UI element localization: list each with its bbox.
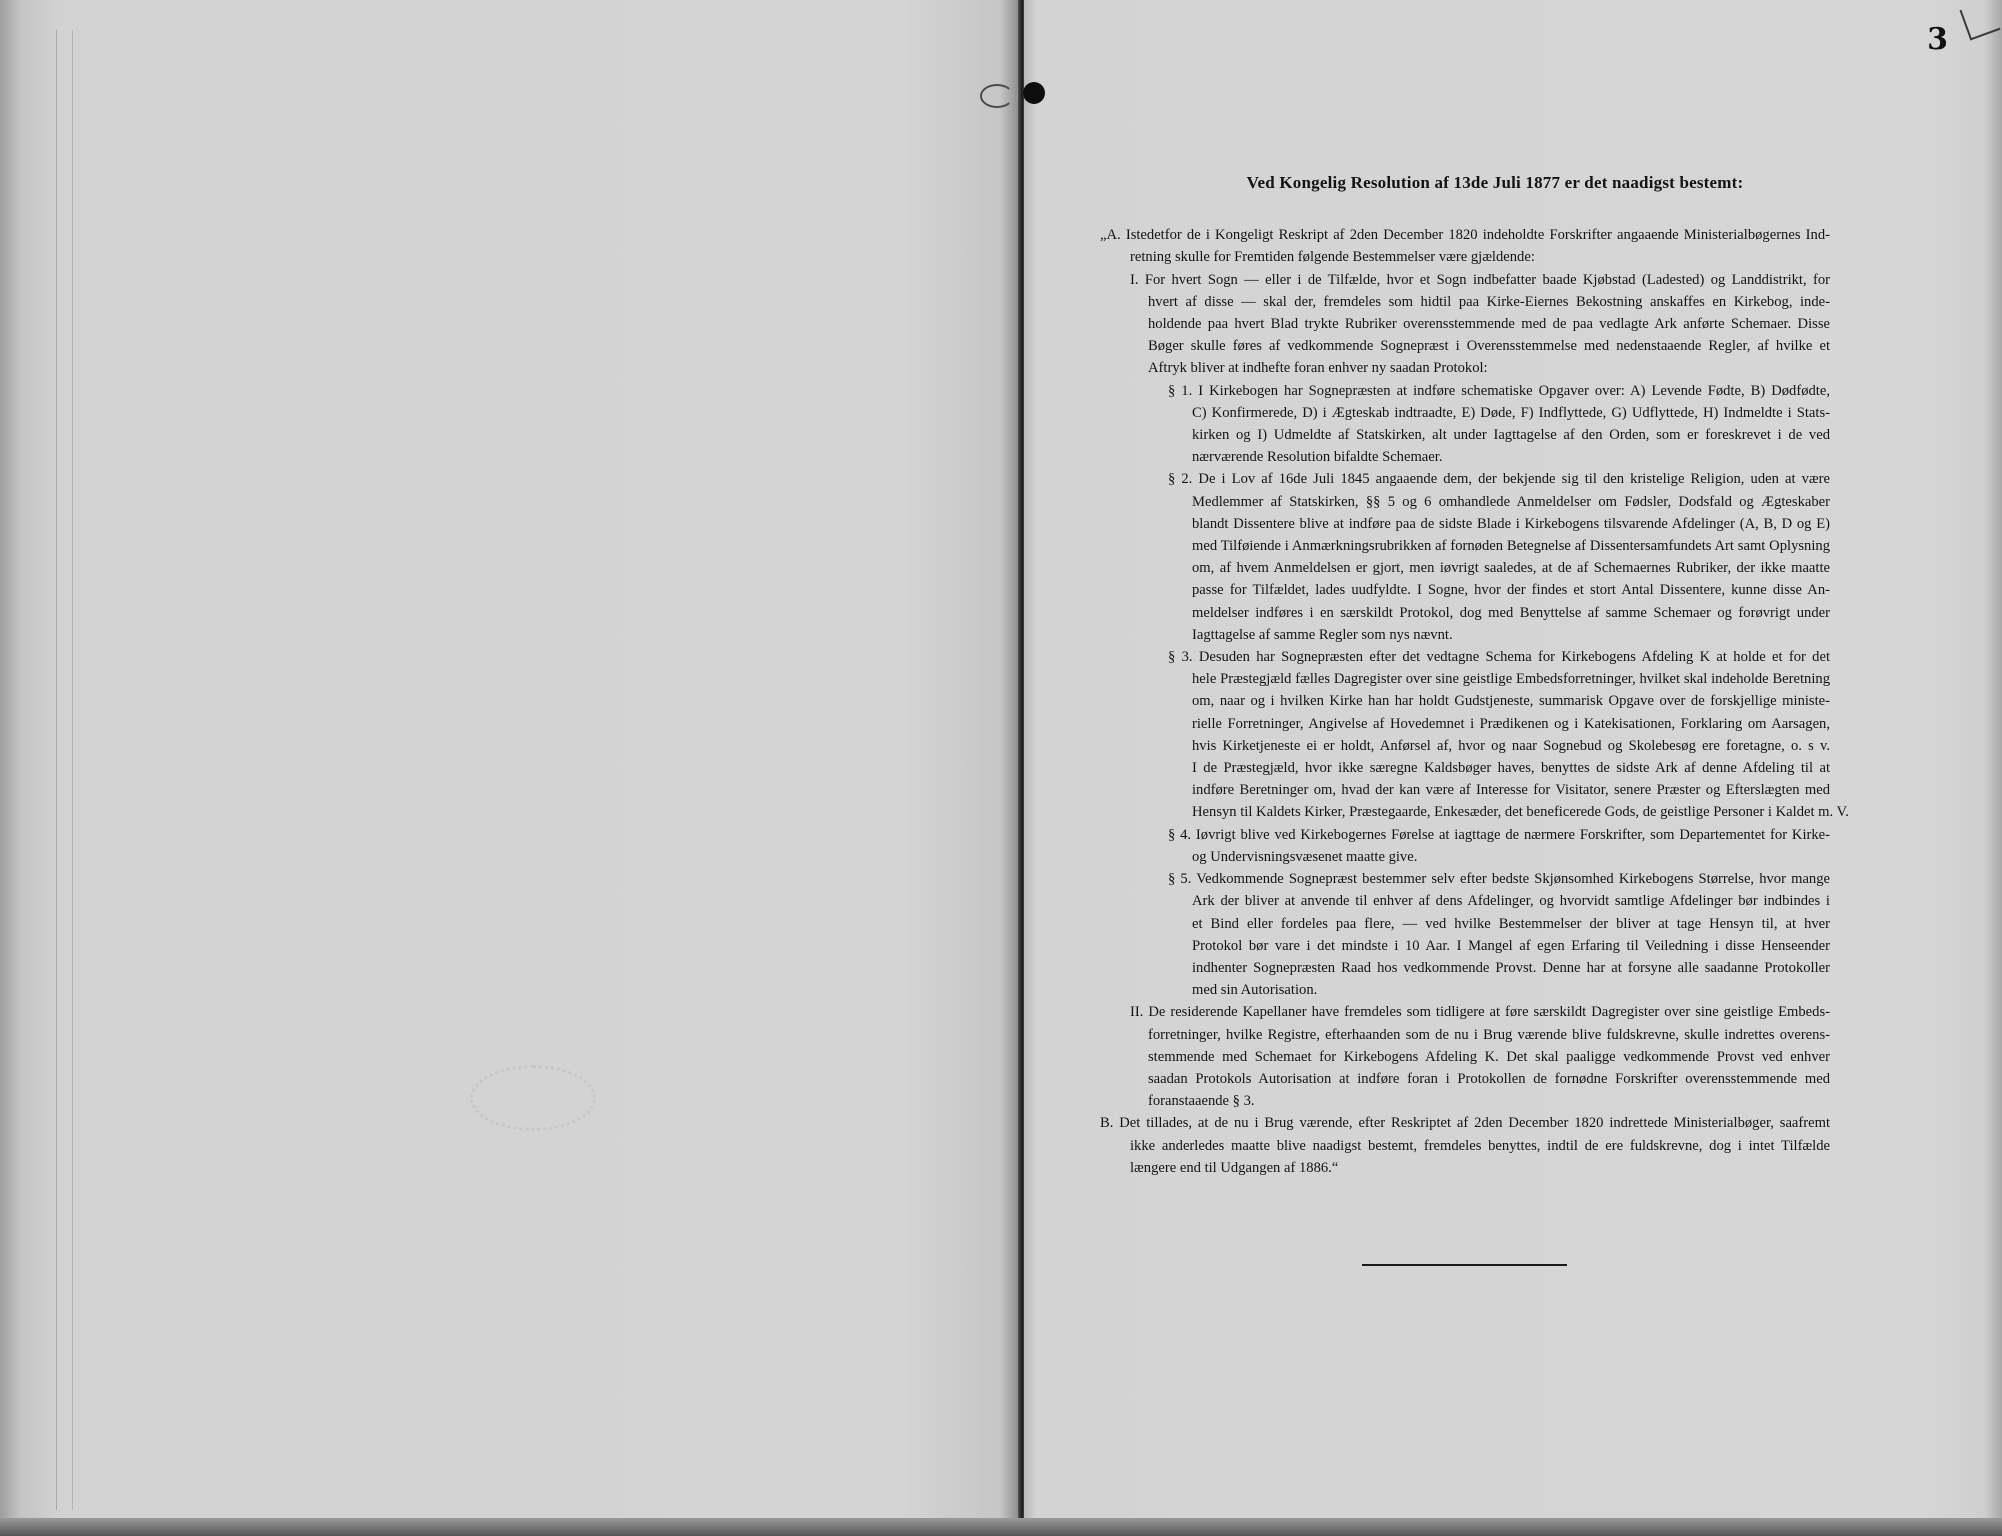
text-line: med sin Autorisation.: [1192, 982, 1318, 999]
text-line: indhenter Sognepræsten Raad hos vedkommende Provst. Denne har at forsyne alle saadanne Protokoller: [1192, 959, 1830, 976]
text-line: § 2. De i Lov af 16de Juli 1845 angaaende dem, der bekjende sig til den kristelige Religion, uden at være: [1168, 471, 1830, 488]
text-line: II. De residerende Kapellaner have fremdeles som tidligere at føre særskildt Dagregister over sine geistlige Embeds-: [1130, 1004, 1830, 1021]
text-line: hele Præstegjæld fælles Dagregister over sine geistlige Embedsforretninger, hvilket skal indeholde Beretning: [1192, 671, 1830, 688]
text-line: og Undervisningsvæsenet maatte give.: [1192, 848, 1418, 865]
text-line: et Bind eller fordeles paa flere, — ved hvilke Bestemmelser der bliver at tage Hensyn til, at hver: [1192, 915, 1830, 932]
text-line: forretninger, hvilke Registre, efterhaanden som de nu i Brug værende blive fuldskrevne, skulle indrettes overens-: [1148, 1026, 1830, 1043]
text-line: § 4. Iøvrigt blive ved Kirkebogernes Førelse at iagttage de nærmere Forskrifter, som Departementet for Kirke-: [1168, 826, 1830, 843]
text-line: Medlemmer af Statskirken, §§ 5 og 6 omhandlede Anmeldelser om Fødsler, Dodsfald og Ægteskaber: [1192, 493, 1830, 510]
corner-fold-mark: [1959, 0, 2000, 41]
text-line: I. For hvert Sogn — eller i de Tilfælde, hvor et Sogn indbefatter baade Kjøbstad (Ladested) og Landdistrikt, for: [1130, 271, 1830, 288]
text-line: nærværende Resolution bifaldte Schemaer.: [1192, 449, 1443, 466]
text-line: rielle Forretninger, Angivelse af Hovedemnet i Prædikenen og i Katekisationen, Forklaring om Aarsagen,: [1192, 715, 1830, 732]
text-line: om, af hvem Anmeldelsen er gjort, men iøvrigt saaledes, at de af Schemaernes Rubriker, der ikke maatte: [1192, 560, 1830, 577]
text-line: stemmende med Schemaet for Kirkebogens Afdeling K. Det skal paaligge vedkommende Provst ved enhver: [1148, 1048, 1830, 1065]
text-line: blandt Dissentere blive at indføre paa de sidste Blade i Kirkebogens tilsvarende Afdelinger (A, B, D og E): [1192, 515, 1830, 532]
text-line: indføre Beretninger om, hvad der kan være af Interesse for Visitator, senere Præster og Efterslægten med: [1192, 782, 1830, 799]
text-line: saadan Protokols Autorisation at indføre foran i Protokollen de fornødne Forskrifter overensstemmende med: [1148, 1070, 1830, 1087]
text-line: holdende paa hvert Blad trykte Rubriker overensstemmende med de paa vedlagte Ark anførte Schemaer. Disse: [1148, 316, 1830, 333]
text-line: retning skulle for Fremtiden følgende Bestemmelser være gjældende:: [1130, 249, 1535, 266]
resolution-text: [1100, 172, 1849, 1179]
document-heading: Ved Kongelig Resolution af 13de Juli 1877 er det naadigst bestemt:: [1246, 173, 1744, 192]
text-line: Iagttagelse af samme Regler som nys nævnt.: [1192, 626, 1453, 643]
closing-rule: [1362, 1264, 1567, 1266]
text-line: Bøger skulle føres af vedkommende Sognepræst i Overensstemmelse med nedenstaaende Regler, af hvilke et: [1148, 338, 1830, 355]
text-line: § 5. Vedkommende Sognepræst bestemmer selv efter bedste Skjønsomhed Kirkebogens Størrelse, hvor mange: [1168, 871, 1830, 888]
text-line: § 1. I Kirkebogen har Sognepræsten at indføre schematiske Opgaver over: A) Levende Fødte, B) Dødfødte,: [1168, 382, 1830, 399]
text-line: „A. Istedetfor de i Kongeligt Reskript af 2den December 1820 indeholdte Forskrifter angaaende Ministerialbøgernes Ind-: [1100, 227, 1830, 244]
text-line: Hensyn til Kaldets Kirker, Præstegaarde, Enkesæder, det beneficerede Gods, de geistlige Personer i Kaldet m. V.: [1192, 804, 1849, 821]
text-line: passe for Tilfældet, lades uudfyldte. I Sogne, hvor der findes et stort Antal Dissentere, kunne disse An-: [1192, 582, 1830, 599]
text-line: B. Det tillades, at de nu i Brug værende, efter Reskriptet af 2den December 1820 indrettede Ministerialbøger, saafremt: [1100, 1115, 1830, 1132]
ink-ring-mark: [980, 84, 1014, 108]
text-line: om, naar og i hvilken Kirke han har holdt Gudstjeneste, summarisk Opgave over de forskjellige ministe-: [1192, 693, 1830, 710]
page-number: 3: [1927, 22, 1948, 57]
text-line: meldelser indføres i en særskildt Protokol, dog med Benyttelse af samme Schemaer og forøvrigt under: [1192, 604, 1830, 621]
ink-blot: [1023, 82, 1045, 104]
text-line: hvis Kirketjeneste ei er holdt, Anførsel af, hvor og naar Sognebud og Skolebesøg ere foretagne, o. s v.: [1192, 737, 1830, 754]
bottom-edge: [0, 1518, 2002, 1536]
text-line: kirken og I) Udmeldte af Statskirken, alt under Iagttagelse af den Orden, som er foreskrevet i de ved: [1192, 427, 1830, 444]
text-line: længere end til Udgangen af 1886.“: [1130, 1159, 1339, 1176]
text-line: I de Præstegjæld, hvor ikke særegne Kaldsbøger haves, benyttes de sidste Ark af denne Afdeling til at: [1192, 760, 1830, 777]
text-lines: [1100, 224, 1849, 1179]
left-page-margin-line-inner: [72, 30, 73, 1510]
text-line: Protokol bør vare i det mindste i 10 Aar. I Mangel af egen Erfaring til Veiledning i disse Henseender: [1192, 937, 1830, 954]
text-line: § 3. Desuden har Sognepræsten efter det vedtagne Schema for Kirkebogens Afdeling K at holde et for det: [1168, 649, 1830, 666]
bleed-through-emblem: [470, 1065, 596, 1131]
text-line: foranstaaende § 3.: [1148, 1093, 1255, 1110]
text-line: ikke anderledes maatte blive naadigst bestemt, fremdeles benyttes, indtil de ere fuldskrevne, dog i intet Tilfælde: [1130, 1137, 1830, 1154]
text-line: Aftryk bliver at indhefte foran enhver ny saadan Protokol:: [1148, 360, 1488, 377]
left-page-margin-line: [56, 30, 57, 1510]
text-line: Ark der bliver at anvende til enhver af dens Afdelinger, og hvorvidt samtlige Afdelinger bør indbindes i: [1192, 893, 1830, 910]
text-line: med Tilføiende i Anmærkningsrubrikken af fornøden Betegnelse af Dissentersamfundets Art samt Oplysning: [1192, 538, 1830, 555]
text-line: hvert af disse — skal der, fremdeles som hidtil paa Kirke-Eiernes Bekostning anskaffes en Kirkebog, inde-: [1148, 293, 1830, 310]
text-line: C) Konfirmerede, D) i Ægteskab indtraadte, E) Døde, F) Indflyttede, G) Udflyttede, H) Indmeldte i Stats-: [1192, 404, 1830, 421]
